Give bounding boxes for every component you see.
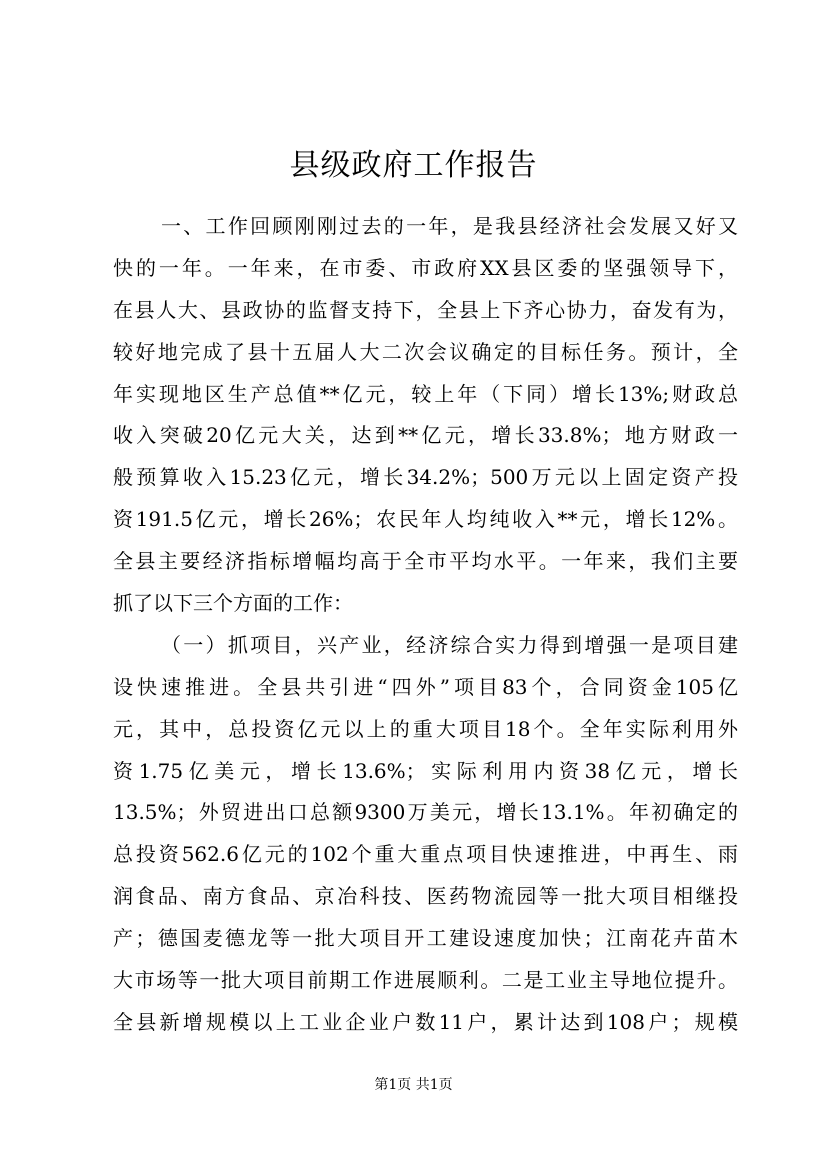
paragraph-line: 快的一年。一年来，在市委、市政府XX县区委的坚强领导下， [113, 255, 738, 280]
paragraph-line: 产；德国麦德龙等一批大项目开工建设速度加快；江南花卉苗木 [113, 926, 738, 951]
paragraph-line: 资1.75亿美元，增长13.6%；实际利用内资38亿元，增长 [113, 758, 738, 783]
paragraph-line: 润食品、南方食品、京冶科技、医药物流园等一批大项目相继投 [113, 884, 738, 909]
paragraph-line: 在县人大、县政协的监督支持下，全县上下齐心协力，奋发有为， [113, 297, 738, 322]
paragraph-line: （一）抓项目，兴产业，经济综合实力得到增强一是项目建 [161, 632, 738, 657]
paragraph-line: 大市场等一批大项目前期工作进展顺利。二是工业主导地位提升。 [113, 968, 738, 993]
paragraph-line: 一、工作回顾刚刚过去的一年，是我县经济社会发展又好又 [161, 214, 738, 238]
paragraph-line: 总投资562.6亿元的102个重大重点项目快速推进，中再生、雨 [113, 842, 738, 867]
paragraph-line: 抓了以下三个方面的工作： [113, 591, 353, 616]
paragraph-line: 年实现地区生产总值**亿元，较上年（下同）增长13%;财政总 [113, 381, 738, 406]
paragraph-line: 收入突破20亿元大关，达到**亿元，增长33.8%；地方财政一 [113, 423, 738, 448]
paragraph-line: 13.5%；外贸进出口总额9300万美元，增长13.1%。年初确定的 [113, 800, 738, 825]
paragraph-line: 设快速推进。全县共引进“四外”项目83个，合同资金105亿 [113, 674, 738, 699]
paragraph-line: 全县新增规模以上工业企业户数11户，累计达到108户；规模 [113, 1009, 738, 1034]
paragraph-line: 般预算收入15.23亿元，增长34.2%；500万元以上固定资产投 [113, 465, 738, 490]
paragraph-line: 全县主要经济指标增幅均高于全市平均水平。一年来，我们主要 [113, 549, 738, 574]
paragraph-line: 元，其中，总投资亿元以上的重大项目18个。全年实际利用外 [113, 716, 738, 741]
page-footer: 第1页 共1页 [374, 1077, 453, 1093]
document-body [113, 206, 738, 1044]
paragraph-line: 资191.5亿元，增长26%；农民年人均纯收入**元，增长12%。 [113, 507, 738, 532]
document-title: 县级政府工作报告 [289, 148, 538, 183]
paragraph-line: 较好地完成了县十五届人大二次会议确定的目标任务。预计，全 [113, 339, 738, 364]
